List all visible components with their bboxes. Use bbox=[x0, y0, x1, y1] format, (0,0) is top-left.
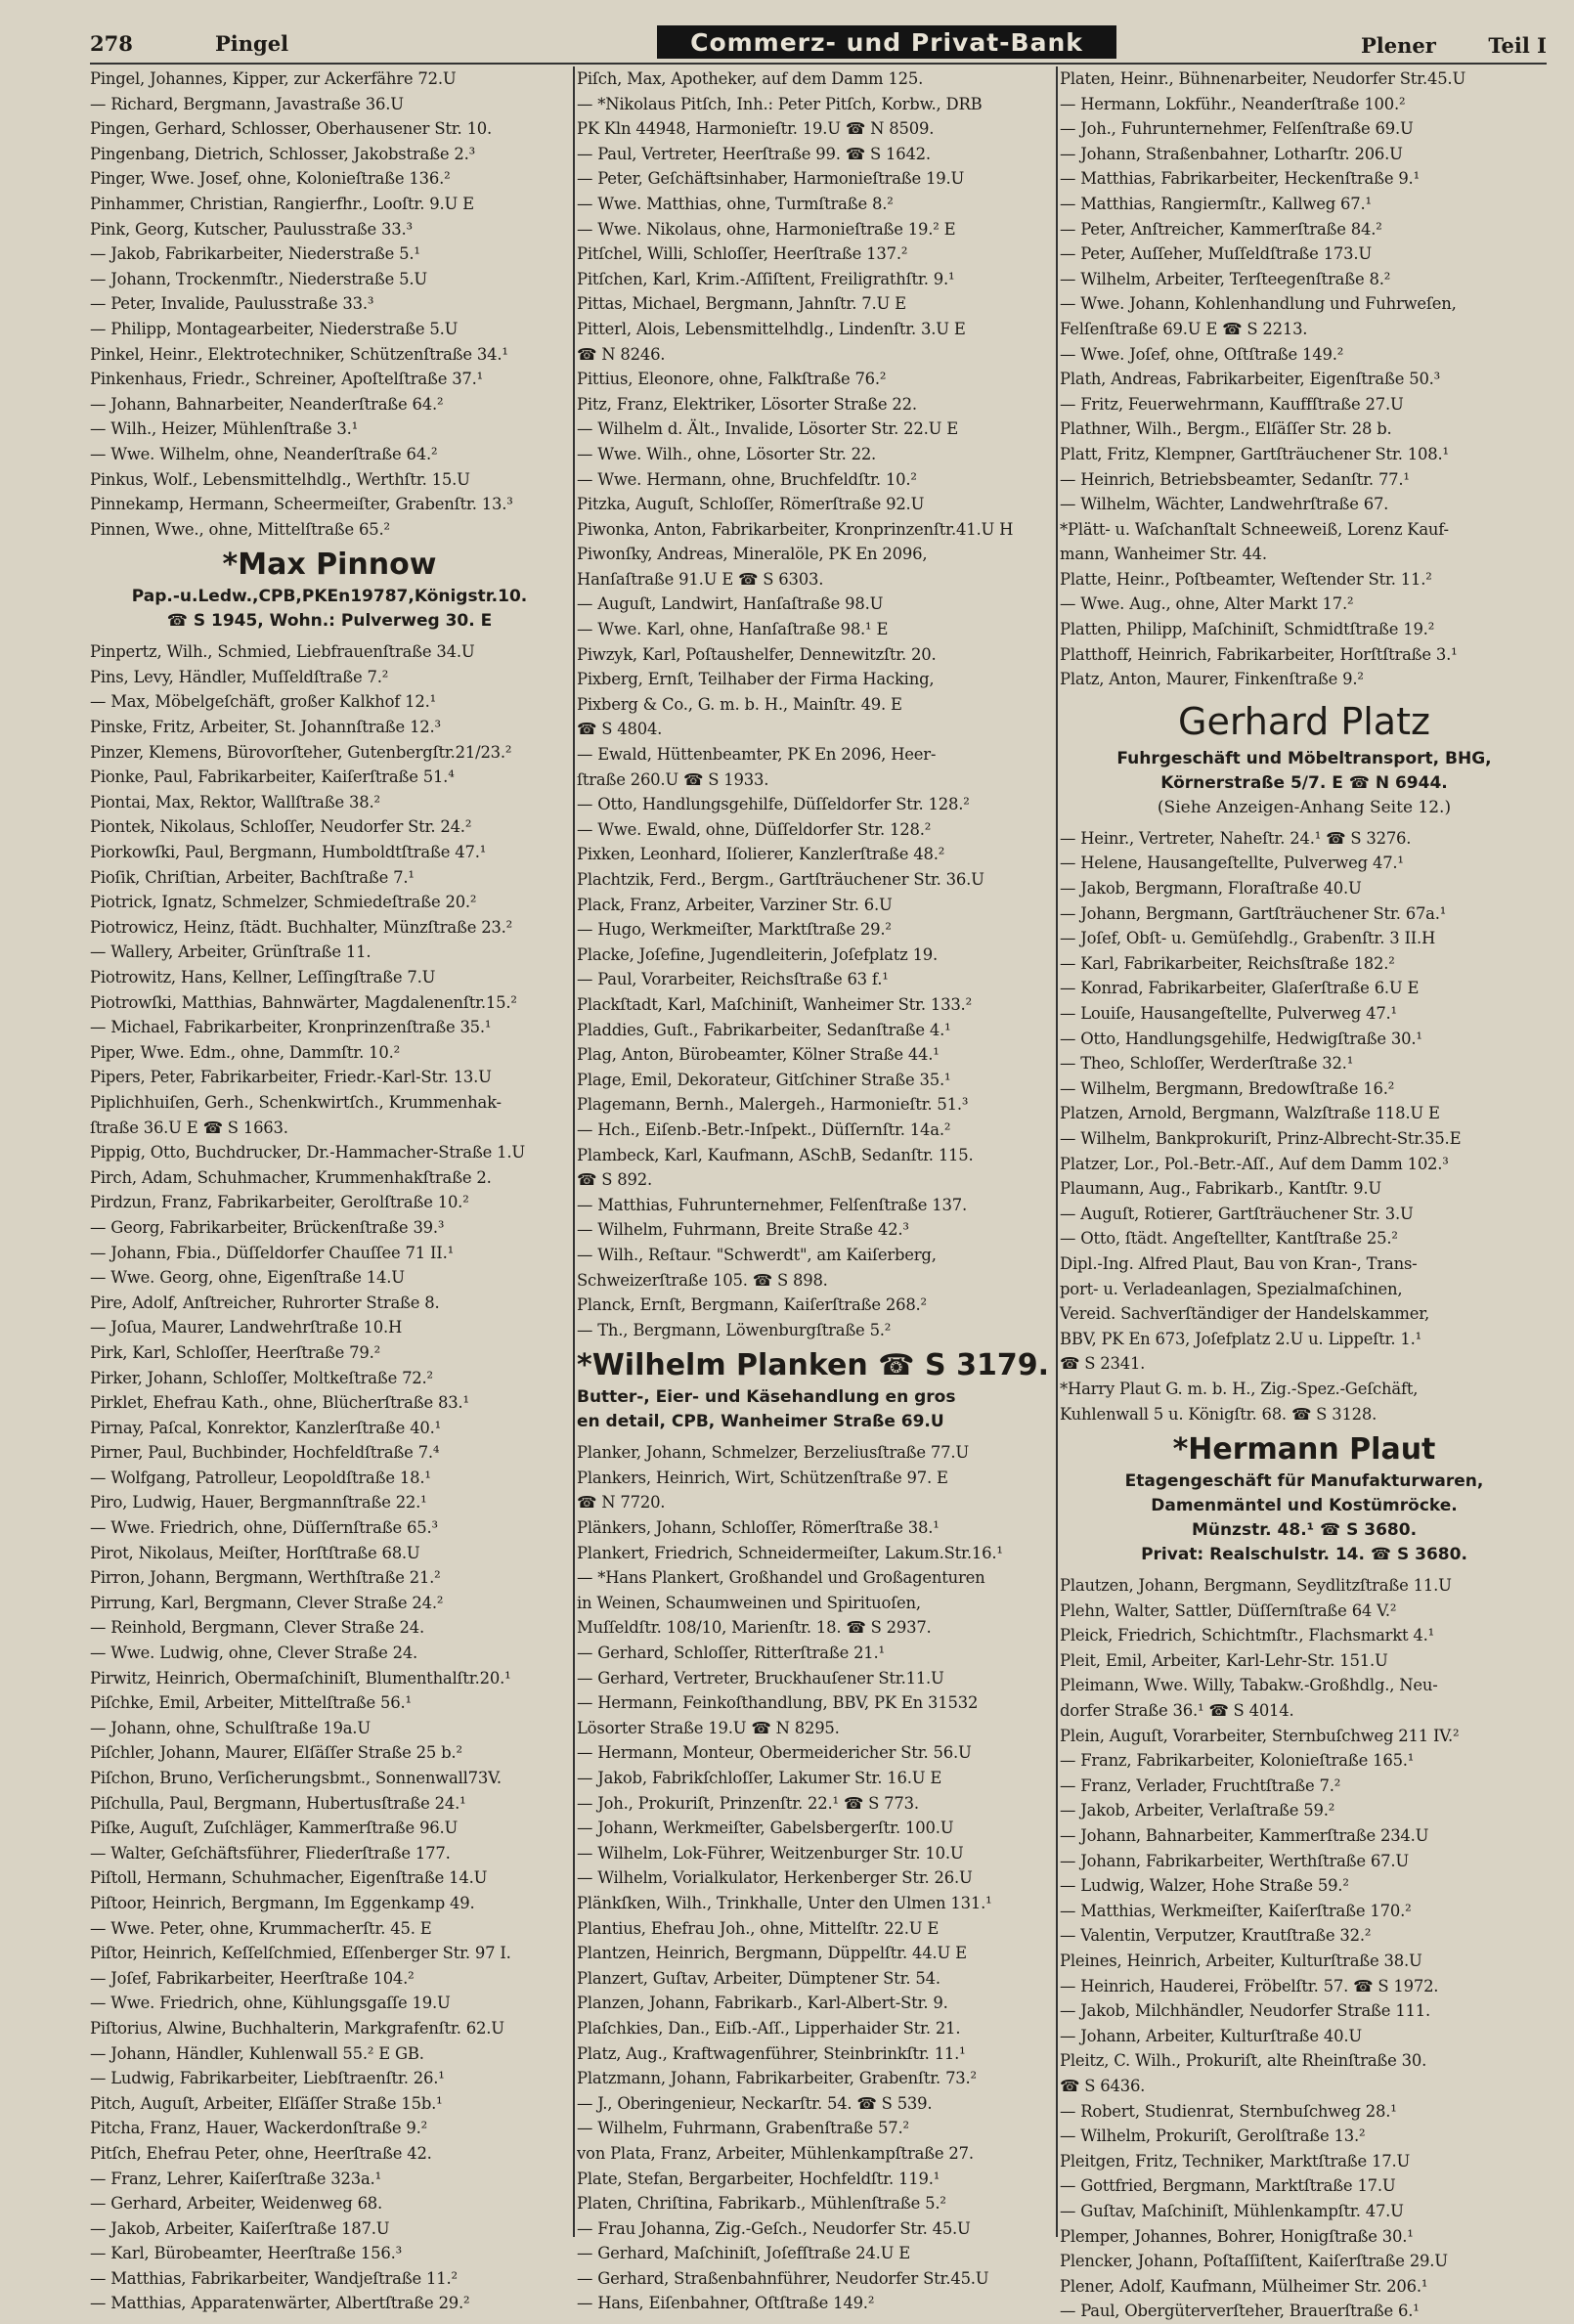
ad-line: Etagengeschäft für Manufakturwaren, bbox=[1124, 1471, 1484, 1492]
directory-entry: — Hermann, Feinkoſthandlung, BBV, PK En 31532 bbox=[577, 1693, 979, 1713]
directory-entry: — Wwe. Wilh., ohne, Lösorter Str. 22. bbox=[577, 444, 877, 463]
directory-entry: Pirwitz, Heinrich, Obermaſchiniſt, Blumenthalſtr.20.¹ bbox=[90, 1668, 511, 1688]
column-2 bbox=[573, 66, 1056, 2313]
directory-entry: — Wwe. Aug., ohne, Alter Markt 17.² bbox=[1060, 594, 1354, 614]
directory-entry: Platen, Chriſtina, Fabrikarb., Mühlenſtraße 5.² bbox=[577, 2194, 946, 2214]
directory-entry: Pitterl, Alois, Lebensmittelhdlg., Lindenſtr. 3.U E bbox=[577, 319, 966, 338]
directory-entry: — Matthias, Fabrikarbeiter, Wandjeſtraße 11.² bbox=[90, 2268, 458, 2288]
ad-title: *Max Pinnow bbox=[222, 548, 437, 583]
directory-entry: Platthoff, Heinrich, Fabrikarbeiter, Horſtſtraße 3.¹ bbox=[1060, 644, 1458, 664]
entry-list bbox=[577, 1440, 1056, 2316]
directory-entry: Kuhlenwall 5 u. Königſtr. 68. ☎ S 3128. bbox=[1060, 1404, 1377, 1424]
directory-entry: — Karl, Fabrikarbeiter, Reichsſtraße 182.² bbox=[1060, 953, 1395, 973]
directory-entry: — Johann, Trockenmſtr., Niederstraße 5.U bbox=[90, 269, 427, 288]
entry-list bbox=[90, 639, 569, 2316]
ad-line: Pap.-u.Ledw.,CPB,PKEn19787,Königstr.10. bbox=[131, 587, 528, 607]
directory-entry: — Gerhard, Arbeiter, Weidenweg 68. bbox=[90, 2194, 383, 2214]
directory-entry: Planker, Johann, Schmelzer, Berzeliusſtraße 77.U bbox=[577, 1443, 969, 1463]
directory-entry: Pioſik, Chriſtian, Arbeiter, Bachſtraße 7.¹ bbox=[90, 867, 415, 887]
ad-line: Damenmäntel und Kostümröcke. bbox=[1151, 1496, 1458, 1516]
directory-entry: Pins, Levy, Händler, Muſſeldſtraße 7.² bbox=[90, 667, 389, 686]
directory-entry: Pleick, Friedrich, Schichtmſtr., Flachsmarkt 4.¹ bbox=[1060, 1626, 1435, 1645]
directory-entry: — Jakob, Bergmann, Floraſtraße 40.U bbox=[1060, 879, 1362, 899]
directory-entry: — Hch., Eiſenb.-Betr.-Inſpekt., Düſſernſtr. 14a.² bbox=[577, 1119, 951, 1139]
directory-entry: Pire, Adolf, Anſtreicher, Ruhrorter Straße 8. bbox=[90, 1293, 440, 1312]
directory-entry: Pinkel, Heinr., Elektrotechniker, Schützenſtraße 34.¹ bbox=[90, 344, 508, 364]
ad-line: ☎ S 1945, Wohn.: Pulverweg 30. E bbox=[166, 611, 493, 632]
directory-entry: — Georg, Fabrikarbeiter, Brückenſtraße 39.³ bbox=[90, 1217, 445, 1237]
directory-entry: — Franz, Verlader, Fruchtſtraße 7.² bbox=[1060, 1776, 1341, 1795]
directory-entry: port- u. Verladeanlagen, Spezialmaſchinen, bbox=[1060, 1279, 1403, 1298]
ad-line: Körnerstraße 5/7. E ☎ N 6944. bbox=[1160, 772, 1448, 793]
directory-entry: — Ludwig, Fabrikarbeiter, Liebſtraenſtr. 26.¹ bbox=[90, 2069, 445, 2088]
directory-entry: Plambeck, Karl, Kaufmann, ASchB, Sedanſtr. 115. bbox=[577, 1145, 974, 1164]
directory-entry: Pleitgen, Fritz, Techniker, Marktſtraße 17.U bbox=[1060, 2151, 1411, 2171]
directory-entry: Pionke, Paul, Fabrikarbeiter, Kaiſerſtraße 51.⁴ bbox=[90, 767, 455, 787]
directory-entry: Pitzka, Auguſt, Schloſſer, Römerſtraße 92.U bbox=[577, 495, 925, 514]
ad-line: (Siehe Anzeigen-Anhang Seite 12.) bbox=[1157, 797, 1452, 817]
directory-entry: Pinhammer, Christian, Rangierfhr., Looſtr. 9.U E bbox=[90, 194, 474, 213]
directory-entry: — Hermann, Monteur, Obermeidericher Str. 56.U bbox=[577, 1743, 972, 1763]
ad-line: Münzstr. 48.¹ ☎ S 3680. bbox=[1191, 1520, 1418, 1541]
directory-entry: — Helene, Hausangeſtellte, Pulverweg 47.¹ bbox=[1060, 854, 1404, 873]
directory-entry: — Gerhard, Maſchiniſt, Joſefſtraße 24.U E bbox=[577, 2244, 911, 2263]
entry-list bbox=[1060, 66, 1549, 692]
directory-entry: — Matthias, Fuhrunternehmer, Felſenſtraße 137. bbox=[577, 1195, 967, 1214]
directory-entry: ☎ N 7720. bbox=[577, 1493, 666, 1513]
ad-title: *Wilhelm Planken ☎ S 3179. bbox=[577, 1348, 1049, 1383]
column-3 bbox=[1056, 66, 1549, 2321]
directory-entry: Piontek, Nikolaus, Schloſſer, Neudorfer Str. 24.² bbox=[90, 817, 472, 837]
directory-entry: — Matthias, Fabrikarbeiter, Heckenſtraße 9.¹ bbox=[1060, 169, 1420, 189]
directory-entry: — Hugo, Werkmeiſter, Marktſtraße 29.² bbox=[577, 920, 892, 940]
directory-entry: — Gerhard, Schloſſer, Ritterſtraße 21.¹ bbox=[577, 1644, 885, 1663]
directory-entry: — Wolfgang, Patrolleur, Leopoldſtraße 18.¹ bbox=[90, 1468, 431, 1487]
directory-entry: Plencker, Johann, Poſtaſſiſtent, Kaiſerſtraße 29.U bbox=[1060, 2252, 1448, 2271]
directory-entry: ☎ S 6436. bbox=[1060, 2076, 1146, 2095]
ad-title: *Hermann Plaut bbox=[1172, 1432, 1436, 1468]
directory-entry: — Walter, Geſchäftsführer, Fliederſtraße 177. bbox=[90, 1843, 451, 1863]
directory-entry: — Wwe. Ewald, ohne, Düſſeldorfer Str. 128.² bbox=[577, 819, 932, 839]
directory-entry: — Peter, Geſchäftsinhaber, Harmonieſtraße 19.U bbox=[577, 169, 965, 189]
directory-entry: Piſch, Max, Apotheker, auf dem Damm 125. bbox=[577, 69, 924, 88]
directory-entry: Piotrowitz, Hans, Kellner, Leſſingſtraße 7.U bbox=[90, 968, 436, 987]
directory-entry: Planzen, Johann, Fabrikarb., Karl-Albert-Str. 9. bbox=[577, 1994, 948, 2013]
directory-entry: Plemper, Johannes, Bohrer, Honigſtraße 30.¹ bbox=[1060, 2226, 1414, 2246]
directory-entry: — Frau Johanna, Zig.-Geſch., Neudorfer Str. 45.U bbox=[577, 2218, 971, 2238]
directory-entry: Plänkers, Johann, Schloſſer, Römerſtraße 38.¹ bbox=[577, 1518, 940, 1538]
directory-entry: — Wwe. Friedrich, ohne, Kühlungsgaſſe 19.U bbox=[90, 1994, 451, 2013]
directory-entry: Pippig, Otto, Buchdrucker, Dr.-Hammacher-Straße 1.U bbox=[90, 1143, 525, 1162]
directory-entry: Piwzyk, Karl, Poſtaushelfer, Dennewitzſtr. 20. bbox=[577, 644, 937, 664]
directory-entry: Placke, Joſefine, Jugendleiterin, Joſefplatz 19. bbox=[577, 944, 939, 964]
directory-entry: Pirch, Adam, Schuhmacher, Krummenhakſtraße 2. bbox=[90, 1167, 492, 1187]
directory-entry: — Franz, Lehrer, Kaiſerſtraße 323a.¹ bbox=[90, 2169, 381, 2188]
directory-entry: — Hans, Eiſenbahner, Oſtſtraße 149.² bbox=[577, 2294, 875, 2313]
advertisement-wilhelm-planken bbox=[577, 1346, 1056, 1434]
advertisement-hermann-plaut bbox=[1060, 1430, 1549, 1567]
directory-entry: von Plata, Franz, Arbeiter, Mühlenkampſtraße 27. bbox=[577, 2143, 974, 2163]
directory-entry: — Wilhelm d. Ält., Invalide, Lösorter Str. 22.U E bbox=[577, 419, 958, 439]
directory-entry: Pinnen, Wwe., ohne, Mittelſtraße 65.² bbox=[90, 519, 390, 539]
directory-entry: Pitſchen, Karl, Krim.-Aſſiſtent, Freiligrathſtr. 9.¹ bbox=[577, 269, 955, 288]
entry-list bbox=[1060, 1573, 1549, 2324]
directory-entry: mann, Wanheimer Str. 44. bbox=[1060, 545, 1267, 564]
directory-entry: — Johann, ohne, Schulſtraße 19a.U bbox=[90, 1718, 371, 1737]
directory-entry: Platzer, Lor., Pol.-Betr.-Aſſ., Auf dem Damm 102.³ bbox=[1060, 1154, 1449, 1173]
directory-entry: Piorkowſki, Paul, Bergmann, Humboldtſtraße 47.¹ bbox=[90, 843, 487, 862]
column-1 bbox=[90, 66, 569, 2313]
directory-entry: Pirdzun, Franz, Fabrikarbeiter, Gerolſtraße 10.² bbox=[90, 1193, 469, 1212]
directory-entry: — Joh., Prokuriſt, Prinzenſtr. 22.¹ ☎ S 773. bbox=[577, 1793, 919, 1813]
directory-entry: — Wilhelm, Arbeiter, Terſteegenſtraße 8.² bbox=[1060, 269, 1391, 288]
directory-entry: Piper, Wwe. Edm., ohne, Dammſtr. 10.² bbox=[90, 1042, 400, 1062]
directory-entry: — Franz, Fabrikarbeiter, Kolonieſtraße 165.¹ bbox=[1060, 1751, 1415, 1771]
directory-entry: — Richard, Bergmann, Javastraße 36.U bbox=[90, 94, 404, 113]
directory-entry: — Reinhold, Bergmann, Clever Straße 24. bbox=[90, 1618, 424, 1638]
directory-entry: Plein, Auguſt, Vorarbeiter, Sternbuſchweg 211 IV.² bbox=[1060, 1726, 1460, 1745]
directory-entry: Pitſchel, Willi, Schloſſer, Heerſtraße 137.² bbox=[577, 244, 908, 264]
directory-entry: Plage, Emil, Dekorateur, Gitſchiner Straße 35.¹ bbox=[577, 1070, 951, 1089]
directory-entry: — Joh., Fuhrunternehmer, Felſenſtraße 69.U bbox=[1060, 119, 1414, 139]
directory-entry: — Auguſt, Rotierer, Gartſträuchener Str. 3.U bbox=[1060, 1204, 1414, 1223]
directory-entry: Plaumann, Aug., Fabrikarb., Kantſtr. 9.U bbox=[1060, 1179, 1381, 1199]
directory-entry: — Johann, Fbia., Düſſeldorfer Chauſſee 71 II.¹ bbox=[90, 1243, 454, 1262]
page-header bbox=[90, 23, 1547, 61]
directory-entry: Plathner, Wilh., Bergm., Elſäſſer Str. 28 b. bbox=[1060, 419, 1392, 439]
directory-entry: Piotrowicz, Heinz, ſtädt. Buchhalter, Münzſtraße 23.² bbox=[90, 917, 513, 937]
directory-entry: — Johann, Bahnarbeiter, Neanderſtraße 64.² bbox=[90, 394, 444, 414]
directory-entry: Pleit, Emil, Arbeiter, Karl-Lehr-Str. 151.U bbox=[1060, 1650, 1388, 1670]
directory-entry: — Michael, Fabrikarbeiter, Kronprinzenſtraße 35.¹ bbox=[90, 1018, 492, 1037]
directory-entry: Pinpertz, Wilh., Schmied, Liebfrauenſtraße 34.U bbox=[90, 642, 475, 662]
directory-entry: — Peter, Anſtreicher, Kammerſtraße 84.² bbox=[1060, 219, 1382, 239]
header-right-keyword: Plener bbox=[1361, 33, 1436, 58]
directory-entry: — Johann, Bergmann, Gartſträuchener Str. 67a.¹ bbox=[1060, 903, 1447, 923]
directory-entry: Piro, Ludwig, Hauer, Bergmannſtraße 22.¹ bbox=[90, 1493, 427, 1513]
directory-entry: — Guſtav, Maſchiniſt, Mühlenkampſtr. 47.U bbox=[1060, 2201, 1404, 2220]
directory-entry: — Otto, Handlungsgehilfe, Hedwigſtraße 30.¹ bbox=[1060, 1029, 1422, 1048]
directory-entry: — Wwe. Johann, Kohlenhandlung und Fuhrweſen, bbox=[1060, 294, 1457, 314]
directory-entry: — Th., Bergmann, Löwenburgſtraße 5.² bbox=[577, 1320, 892, 1339]
directory-entry: — *Hans Plankert, Großhandel und Großagenturen bbox=[577, 1568, 985, 1588]
directory-entry: — Johann, Straßenbahner, Lotharſtr. 206.U bbox=[1060, 144, 1403, 163]
directory-entry: ſtraße 36.U E ☎ S 1663. bbox=[90, 1118, 288, 1137]
directory-entry: Pirker, Johann, Schloſſer, Moltkeſtraße 72.² bbox=[90, 1368, 433, 1387]
directory-entry: — Jakob, Fabrikarbeiter, Niederstraße 5.¹ bbox=[90, 244, 420, 264]
directory-entry: ſtraße 260.U ☎ S 1933. bbox=[577, 769, 769, 789]
directory-entry: Pinnekamp, Hermann, Scheermeiſter, Grabenſtr. 13.³ bbox=[90, 495, 513, 514]
header-left-keyword: Pingel bbox=[215, 31, 289, 56]
directory-entry: Piſchke, Emil, Arbeiter, Mittelſtraße 56.¹ bbox=[90, 1693, 412, 1713]
directory-entry: — Wallery, Arbeiter, Grünſtraße 11. bbox=[90, 943, 372, 962]
directory-entry: Platz, Aug., Kraftwagenführer, Steinbrinkſtr. 11.¹ bbox=[577, 2043, 966, 2063]
directory-entry: Planck, Ernſt, Bergmann, Kaiſerſtraße 268.² bbox=[577, 1295, 927, 1315]
directory-entry: — Jakob, Arbeiter, Kaiſerſtraße 187.U bbox=[90, 2218, 390, 2238]
directory-entry: Pleitz, C. Wilh., Prokuriſt, alte Rheinſtraße 30. bbox=[1060, 2051, 1427, 2071]
directory-entry: Plantius, Ehefrau Joh., ohne, Mittelſtr. 22.U E bbox=[577, 1918, 940, 1938]
directory-entry: Platt, Fritz, Klempner, Gartſträuchener Str. 108.¹ bbox=[1060, 444, 1449, 463]
directory-entry: — Wwe. Wilhelm, ohne, Neanderſtraße 64.² bbox=[90, 444, 438, 463]
directory-entry: — Johann, Bahnarbeiter, Kammerſtraße 234.U bbox=[1060, 1826, 1429, 1846]
directory-entry: Platzmann, Johann, Fabrikarbeiter, Grabenſtr. 73.² bbox=[577, 2069, 977, 2088]
directory-entry: — Hermann, Lokführ., Neanderſtraße 100.² bbox=[1060, 94, 1406, 113]
directory-entry: — Heinrich, Betriebsbeamter, Sedanſtr. 77.¹ bbox=[1060, 469, 1410, 489]
directory-entry: Platte, Heinr., Poſtbeamter, Weſtender Str. 11.² bbox=[1060, 569, 1432, 589]
directory-entry: Piſchler, Johann, Maurer, Elſäſſer Straße 25 b.² bbox=[90, 1743, 462, 1763]
directory-entry: — Wilh., Reſtaur. "Schwerdt", am Kaiſerberg, bbox=[577, 1245, 937, 1264]
directory-entry: — Paul, Vorarbeiter, Reichsſtraße 63 f.¹ bbox=[577, 970, 889, 989]
directory-entry: Pitch, Auguſt, Arbeiter, Elſäſſer Straße 15b.¹ bbox=[90, 2093, 443, 2113]
directory-entry: Pirrung, Karl, Bergmann, Clever Straße 24.² bbox=[90, 1593, 444, 1612]
directory-entry: Plachtzik, Ferd., Bergm., Gartſträuchener Str. 36.U bbox=[577, 870, 984, 889]
directory-entry: Dipl.-Ing. Alfred Plaut, Bau von Kran-, Trans- bbox=[1060, 1253, 1418, 1273]
directory-entry: Plänkſken, Wilh., Trinkhalle, Unter den Ulmen 131.¹ bbox=[577, 1893, 992, 1912]
directory-entry: Pixberg, Ernſt, Teilhaber der Firma Hacking, bbox=[577, 670, 935, 689]
directory-entry: Pixken, Leonhard, Iſolierer, Kanzlerſtraße 48.² bbox=[577, 845, 945, 864]
directory-entry: Pirklet, Ehefrau Kath., ohne, Blücherſtraße 83.¹ bbox=[90, 1393, 469, 1413]
directory-entry: — Fritz, Feuerwehrmann, Kauffſtraße 27.U bbox=[1060, 394, 1404, 414]
directory-entry: — Gottfried, Bergmann, Marktſtraße 17.U bbox=[1060, 2176, 1396, 2196]
directory-entry: Piſchulla, Paul, Bergmann, Hubertusſtraße 24.¹ bbox=[90, 1793, 466, 1813]
directory-entry: — Jakob, Arbeiter, Verlaſtraße 59.² bbox=[1060, 1801, 1335, 1820]
directory-entry: Piſtoor, Heinrich, Bergmann, Im Eggenkamp 49. bbox=[90, 1893, 475, 1912]
directory-entry: — Wilhelm, Fuhrmann, Grabenſtraße 57.² bbox=[577, 2119, 909, 2138]
directory-entry: Piwonſky, Andreas, Mineralöle, PK En 2096, bbox=[577, 545, 928, 564]
directory-entry: — Otto, ſtädt. Angeſtellter, Kantſtraße 25.² bbox=[1060, 1229, 1398, 1249]
directory-entry: Platten, Philipp, Maſchiniſt, Schmidtſtraße 19.² bbox=[1060, 620, 1435, 639]
directory-entry: ☎ S 892. bbox=[577, 1170, 652, 1190]
directory-entry: — Wwe. Hermann, ohne, Bruchfeldſtr. 10.² bbox=[577, 469, 917, 489]
directory-entry: Platen, Heinr., Bühnenarbeiter, Neudorfer Str.45.U bbox=[1060, 69, 1466, 88]
directory-entry: — Otto, Handlungsgehilfe, Düſſeldorfer Str. 128.² bbox=[577, 795, 970, 814]
directory-entry: Pittius, Eleonore, ohne, Falkſtraße 76.² bbox=[577, 370, 887, 389]
directory-entry: — Ewald, Hüttenbeamter, PK En 2096, Heer- bbox=[577, 745, 937, 765]
directory-entry: Plagemann, Bernh., Malergeh., Harmonieſtr. 51.³ bbox=[577, 1095, 969, 1115]
directory-entry: Pittas, Michael, Bergmann, Jahnſtr. 7.U E bbox=[577, 294, 906, 314]
directory-entry: — Auguſt, Landwirt, Hanſaſtraße 98.U bbox=[577, 594, 884, 614]
ad-line: Privat: Realschulstr. 14. ☎ S 3680. bbox=[1141, 1545, 1467, 1565]
directory-entry: *Plätt- u. Waſchanſtalt Schneeweiß, Lorenz Kauf- bbox=[1060, 519, 1449, 539]
directory-entry: — Peter, Invalide, Paulusstraße 33.³ bbox=[90, 294, 374, 314]
directory-entry: — Wwe. Nikolaus, ohne, Harmonieſtraße 19.² E bbox=[577, 219, 956, 239]
directory-entry: — Wwe. Ludwig, ohne, Clever Straße 24. bbox=[90, 1644, 418, 1663]
directory-entry: — Wilhelm, Bankprokuriſt, Prinz-Albrecht-Str.35.E bbox=[1060, 1128, 1462, 1148]
directory-entry: — Louiſe, Hausangeſtellte, Pulverweg 47.¹ bbox=[1060, 1004, 1397, 1023]
directory-entry: Muſſeldſtr. 108/10, Marienſtr. 18. ☎ S 2937. bbox=[577, 1618, 932, 1638]
directory-entry: — Wilhelm, Vorialkulator, Herkenberger Str. 26.U bbox=[577, 1868, 973, 1888]
directory-entry: Piontai, Max, Rektor, Wallſtraße 38.² bbox=[90, 792, 380, 811]
directory-entry: dorfer Straße 36.¹ ☎ S 4014. bbox=[1060, 1701, 1294, 1721]
directory-entry: Plantzen, Heinrich, Bergmann, Düppelſtr. 44.U E bbox=[577, 1944, 967, 1963]
directory-entry: Platzen, Arnold, Bergmann, Walzſtraße 118.U E bbox=[1060, 1104, 1440, 1123]
directory-entry: BBV, PK En 673, Joſefplatz 2.U u. Lippeſtr. 1.¹ bbox=[1060, 1329, 1421, 1348]
directory-entry: — Jakob, Milchhändler, Neudorfer Straße 111. bbox=[1060, 2001, 1431, 2021]
bank-banner: Commerz- und Privat-Bank bbox=[657, 25, 1116, 59]
directory-entry: Pirnay, Paſcal, Konrektor, Kanzlerſtraße 40.¹ bbox=[90, 1418, 442, 1437]
directory-entry: Pinkenhaus, Friedr., Schreiner, Apoſtelſtraße 37.¹ bbox=[90, 370, 484, 389]
directory-entry: Pinger, Wwe. Josef, ohne, Kolonieſtraße 136.² bbox=[90, 169, 451, 189]
directory-entry: Piotrick, Ignatz, Schmelzer, Schmiedeſtraße 20.² bbox=[90, 893, 477, 912]
directory-entry: Pirk, Karl, Schloſſer, Heerſtraße 79.² bbox=[90, 1342, 381, 1362]
directory-entry: — Johann, Arbeiter, Kulturſtraße 40.U bbox=[1060, 2026, 1363, 2045]
directory-entry: — Ludwig, Walzer, Hohe Straße 59.² bbox=[1060, 1876, 1349, 1896]
directory-entry: Pixberg & Co., G. m. b. H., Mainſtr. 49. E bbox=[577, 694, 902, 714]
directory-entry: — Heinrich, Hauderei, Fröbelſtr. 57. ☎ S 1972. bbox=[1060, 1976, 1439, 1995]
directory-entry: Piſtoll, Hermann, Schuhmacher, Eigenſtraße 14.U bbox=[90, 1868, 488, 1888]
directory-entry: — Wwe. Peter, ohne, Krummacherſtr. 45. E bbox=[90, 1918, 432, 1938]
directory-entry: — Joſef, Fabrikarbeiter, Heerſtraße 104.² bbox=[90, 1968, 415, 1988]
directory-entry: — Matthias, Apparatenwärter, Albertſtraße 29.² bbox=[90, 2294, 470, 2313]
directory-entry: Pingen, Gerhard, Schlosser, Oberhausener Str. 10. bbox=[90, 119, 493, 139]
directory-entry: Pirner, Paul, Buchbinder, Hochfeldſtraße 7.⁴ bbox=[90, 1443, 440, 1463]
directory-entry: Piſke, Auguſt, Zuſchläger, Kammerſtraße 96.U bbox=[90, 1819, 459, 1838]
directory-entry: — J., Oberingenieur, Neckarſtr. 54. ☎ S 539. bbox=[577, 2093, 933, 2113]
directory-entry: Plack, Franz, Arbeiter, Varziner Str. 6.U bbox=[577, 895, 893, 914]
directory-entry: Pinkus, Wolf., Lebensmittelhdlg., Werthſtr. 15.U bbox=[90, 469, 470, 489]
directory-entry: Pitcha, Franz, Hauer, Wackerdonſtraße 9.² bbox=[90, 2119, 428, 2138]
directory-entry: — *Nikolaus Pitſch, Inh.: Peter Pitſch, Korbw., DRB bbox=[577, 94, 983, 113]
ad-line: Butter-, Eier- und Käsehandlung en gros bbox=[577, 1387, 956, 1408]
directory-entry: Piplichhuiſen, Gerh., Schenkwirtſch., Krummenhak- bbox=[90, 1092, 502, 1112]
directory-entry: Platz, Anton, Maurer, Finkenſtraße 9.² bbox=[1060, 670, 1364, 689]
directory-entry: Planzert, Guſtav, Arbeiter, Dümptener Str. 54. bbox=[577, 1968, 940, 1988]
directory-entry: Piſtorius, Alwine, Buchhalterin, Markgrafenſtr. 62.U bbox=[90, 2018, 504, 2038]
directory-entry: — Wilh., Heizer, Mühlenſtraße 3.¹ bbox=[90, 419, 358, 439]
directory-entry: Pinske, Fritz, Arbeiter, St. Johannſtraße 12.³ bbox=[90, 718, 441, 737]
directory-entry: ☎ S 4804. bbox=[577, 720, 663, 739]
directory-entry: — Wwe. Georg, ohne, Eigenſtraße 14.U bbox=[90, 1268, 405, 1288]
directory-entry: — Peter, Auſſeher, Muſſeldſtraße 173.U bbox=[1060, 244, 1373, 264]
header-rule bbox=[90, 63, 1547, 65]
directory-entry: Pinzer, Klemens, Bürovorſteher, Gutenbergſtr.21/23.² bbox=[90, 742, 512, 762]
directory-entry: — Wwe. Matthias, ohne, Turmſtraße 8.² bbox=[577, 194, 894, 213]
directory-entry: Piwonka, Anton, Fabrikarbeiter, Kronprinzenſtr.41.U H bbox=[577, 519, 1014, 539]
directory-entry: — Wwe. Friedrich, ohne, Düſſernſtraße 65.³ bbox=[90, 1518, 438, 1538]
directory-entry: — Wilhelm, Lok-Führer, Weitzenburger Str. 10.U bbox=[577, 1843, 964, 1863]
directory-entry: Hanſaſtraße 91.U E ☎ S 6303. bbox=[577, 569, 824, 589]
directory-entry: Pitz, Franz, Elektriker, Lösorter Straße 22. bbox=[577, 394, 917, 414]
directory-entry: — Philipp, Montagearbeiter, Niederstraße 5.U bbox=[90, 319, 459, 338]
advertisement-gerhard-platz bbox=[1060, 696, 1549, 820]
directory-entry: — Joſua, Maurer, Landwehrſtraße 10.H bbox=[90, 1318, 403, 1337]
ad-title: Gerhard Platz bbox=[1178, 699, 1430, 743]
directory-entry: — Gerhard, Straßenbahnführer, Neudorfer Str.45.U bbox=[577, 2268, 989, 2288]
directory-entry: — Wwe. Karl, ohne, Hanſaſtraße 98.¹ E bbox=[577, 620, 889, 639]
advertisement-max-pinnow bbox=[90, 546, 569, 634]
directory-entry: — Wilhelm, Fuhrmann, Breite Straße 42.³ bbox=[577, 1220, 909, 1240]
directory-entry: Plate, Stefan, Bergarbeiter, Hochfeldſtr. 119.¹ bbox=[577, 2169, 940, 2188]
directory-entry: Piotrowſki, Matthias, Bahnwärter, Magdalenenſtr.15.² bbox=[90, 992, 517, 1012]
directory-entry: Plehn, Walter, Sattler, Düſſernſtraße 64 V.² bbox=[1060, 1600, 1397, 1620]
directory-entry: Plankert, Friedrich, Schneidermeiſter, Lakum.Str.16.¹ bbox=[577, 1543, 1003, 1562]
directory-entry: Plautzen, Johann, Bergmann, Seydlitzſtraße 11.U bbox=[1060, 1576, 1452, 1596]
directory-entry: Plankers, Heinrich, Wirt, Schützenſtraße 97. E bbox=[577, 1468, 948, 1487]
directory-entry: Pipers, Peter, Fabrikarbeiter, Friedr.-Karl-Str. 13.U bbox=[90, 1068, 492, 1087]
directory-entry: — Matthias, Werkmeiſter, Kaiſerſtraße 170.² bbox=[1060, 1901, 1412, 1920]
directory-entry: Piſtor, Heinrich, Keſſelſchmied, Eſſenberger Str. 97 I. bbox=[90, 1944, 511, 1963]
ad-line: Fuhrgeschäft und Möbeltransport, BHG, bbox=[1116, 748, 1492, 768]
directory-entry: Pleimann, Wwe. Willy, Tabakw.-Großhdlg., Neu- bbox=[1060, 1676, 1438, 1695]
directory-entry: — Karl, Bürobeamter, Heerſtraße 156.³ bbox=[90, 2244, 402, 2263]
directory-entry: Schweizerſtraße 105. ☎ S 898. bbox=[577, 1270, 828, 1290]
directory-entry: Piſchon, Bruno, Verſicherungsbmt., Sonnenwall73V. bbox=[90, 1769, 502, 1787]
directory-entry: — Wilhelm, Prokuriſt, Gerolſtraße 13.² bbox=[1060, 2127, 1366, 2146]
directory-entry: — Wwe. Joſef, ohne, Oſtſtraße 149.² bbox=[1060, 344, 1344, 364]
directory-entry: Plener, Adolf, Kaufmann, Mülheimer Str. 206.¹ bbox=[1060, 2276, 1428, 2296]
directory-entry: Pirot, Nikolaus, Meiſter, Horſtſtraße 68.U bbox=[90, 1543, 420, 1562]
directory-entry: — Wilhelm, Bergmann, Bredowſtraße 16.² bbox=[1060, 1078, 1395, 1098]
directory-entry: PK Kln 44948, Harmonieſtr. 19.U ☎ N 8509. bbox=[577, 119, 935, 139]
directory-entry: Lösorter Straße 19.U ☎ N 8295. bbox=[577, 1718, 840, 1737]
directory-entry: — Johann, Händler, Kuhlenwall 55.² E GB. bbox=[90, 2043, 424, 2063]
directory-entry: — Wilhelm, Wächter, Landwehrſtraße 67. bbox=[1060, 495, 1389, 514]
directory-entry: — Gerhard, Vertreter, Bruckhauſener Str.11.U bbox=[577, 1668, 944, 1688]
directory-entry: — Heinr., Vertreter, Naheſtr. 24.¹ ☎ S 3276. bbox=[1060, 828, 1412, 848]
directory-entry: Pink, Georg, Kutscher, Paulusstraße 33.³ bbox=[90, 219, 413, 239]
directory-entry: — Max, Möbelgeſchäft, großer Kalkhof 12.¹ bbox=[90, 692, 436, 712]
entry-list bbox=[1060, 826, 1549, 1426]
ad-line: en detail, CPB, Wanheimer Straße 69.U bbox=[577, 1412, 944, 1432]
directory-entry: Pleines, Heinrich, Arbeiter, Kulturſtraße 38.U bbox=[1060, 1951, 1422, 1970]
directory-entry: Plath, Andreas, Fabrikarbeiter, Eigenſtraße 50.³ bbox=[1060, 370, 1441, 389]
directory-entry: — Paul, Vertreter, Heerſtraße 99. ☎ S 1642. bbox=[577, 144, 931, 163]
directory-entry: Pirron, Johann, Bergmann, Werthſtraße 21.² bbox=[90, 1568, 441, 1588]
directory-entry: Felſenſtraße 69.U E ☎ S 2213. bbox=[1060, 319, 1308, 338]
directory-entry: — Johann, Fabrikarbeiter, Werthſtraße 67.U bbox=[1060, 1851, 1410, 1870]
directory-entry: Pingenbang, Dietrich, Schlosser, Jakobstraße 2.³ bbox=[90, 144, 475, 163]
directory-entry: *Harry Plaut G. m. b. H., Zig.-Spez.-Geſchäft, bbox=[1060, 1379, 1419, 1398]
directory-entry: Plaſchkies, Dan., Eiſb.-Aſſ., Lipperhaider Str. 21. bbox=[577, 2018, 961, 2038]
directory-entry: — Valentin, Verputzer, Krautſtraße 32.² bbox=[1060, 1926, 1372, 1946]
page-number: 278 bbox=[90, 31, 133, 56]
directory-entry: — Robert, Studienrat, Sternbuſchweg 28.¹ bbox=[1060, 2101, 1397, 2121]
directory-entry: Pitſch, Ehefrau Peter, ohne, Heerſtraße 42. bbox=[90, 2143, 432, 2163]
directory-entry: — Theo, Schloſſer, Werderſtraße 32.¹ bbox=[1060, 1054, 1354, 1074]
directory-entry: — Matthias, Rangiermſtr., Kallweg 67.¹ bbox=[1060, 194, 1372, 213]
directory-entry: — Johann, Werkmeiſter, Gabelsbergerſtr. 100.U bbox=[577, 1819, 954, 1838]
directory-entry: Plag, Anton, Bürobeamter, Kölner Straße 44.¹ bbox=[577, 1045, 940, 1065]
directory-entry: Pladdies, Guſt., Fabrikarbeiter, Sedanſtraße 4.¹ bbox=[577, 1020, 951, 1039]
directory-entry: Plackſtadt, Karl, Maſchiniſt, Wanheimer Str. 133.² bbox=[577, 994, 972, 1014]
entry-list bbox=[577, 66, 1056, 1342]
directory-entry: — Konrad, Fabrikarbeiter, Glaſerſtraße 6.U E bbox=[1060, 979, 1420, 998]
directory-entry: ☎ N 8246. bbox=[577, 344, 666, 364]
directory-entry: Pingel, Johannes, Kipper, zur Ackerfähre 72.U bbox=[90, 69, 457, 88]
directory-entry: Vereid. Sachverſtändiger der Handelskammer, bbox=[1060, 1304, 1430, 1324]
directory-entry: — Jakob, Fabrikſchloſſer, Lakumer Str. 16.U E bbox=[577, 1769, 942, 1787]
directory-entry: in Weinen, Schaumweinen und Spirituoſen, bbox=[577, 1593, 921, 1612]
directory-entry: — Paul, Obergüterverſteher, Brauerſtraße 6.¹ bbox=[1060, 2302, 1420, 2321]
directory-entry: — Joſef, Obſt- u. Gemüſehdlg., Grabenſtr. 3 II.H bbox=[1060, 929, 1436, 948]
entry-list bbox=[90, 66, 569, 542]
directory-entry: ☎ S 2341. bbox=[1060, 1354, 1146, 1374]
part-label: Teil I bbox=[1488, 33, 1547, 58]
